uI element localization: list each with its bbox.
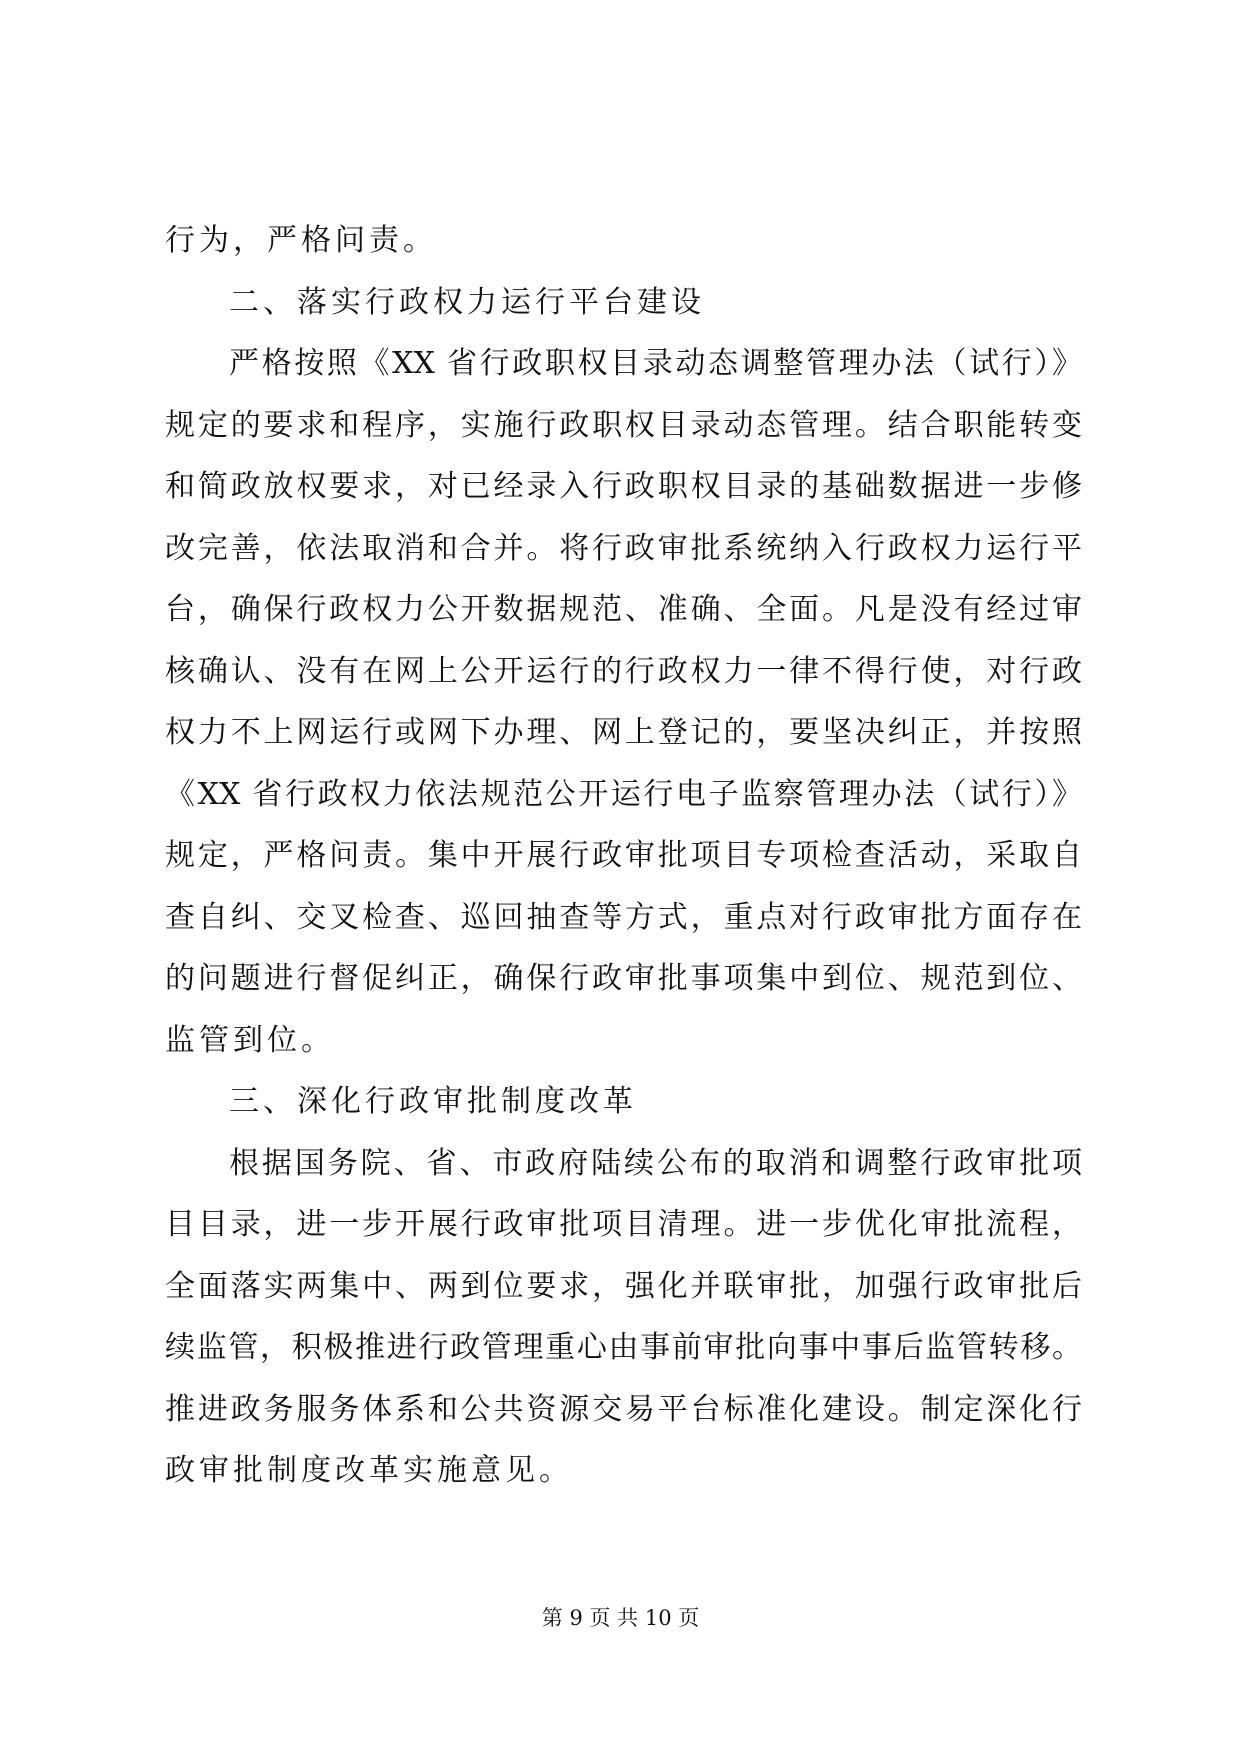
paragraph-line: 和简政放权要求，对已经录入行政职权目录的基础数据进一步修 <box>165 469 1082 504</box>
section-heading: 三、深化行政审批制度改革 <box>229 1084 637 1119</box>
paragraph-line: 《XX 省行政权力依法规范公开运行电子监察管理办法（试行）》 <box>165 776 1082 812</box>
paragraph-line: 查自纠、交叉检查、巡回抽查等方式，重点对行政审批方面存在 <box>165 899 1082 935</box>
document-body <box>165 210 1082 1502</box>
paragraph-line: 续监管，积极推进行政管理重心由事前审批向事中事后监管转移。 <box>165 1330 1082 1365</box>
paragraph-line: 严格按照《XX 省行政职权目录动态调整管理办法（试行）》 <box>229 346 1082 381</box>
page-number-footer: 第 9 页 共 10 页 <box>541 1606 700 1630</box>
section-heading: 二、落实行政权力运行平台建设 <box>229 284 705 320</box>
paragraph-line: 政审批制度改革实施意见。 <box>165 1453 573 1488</box>
paragraph-line: 规定，严格问责。集中开展行政审批项目专项检查活动，采取自 <box>165 838 1082 873</box>
paragraph-line: 改完善，依法取消和合并。将行政审批系统纳入行政权力运行平 <box>165 530 1082 566</box>
paragraph-line: 的问题进行督促纠正，确保行政审批事项集中到位、规范到位、 <box>165 961 1082 996</box>
paragraph-line: 推进政务服务体系和公共资源交易平台标准化建设。制定深化行 <box>165 1391 1082 1427</box>
paragraph-line: 行为，严格问责。 <box>165 223 437 258</box>
paragraph-line: 权力不上网运行或网下办理、网上登记的，要坚决纠正，并按照 <box>165 715 1082 750</box>
paragraph-line: 根据国务院、省、市政府陆续公布的取消和调整行政审批项 <box>229 1145 1082 1181</box>
paragraph-line: 核确认、没有在网上公开运行的行政权力一律不得行使，对行政 <box>165 653 1082 689</box>
paragraph-line: 全面落实两集中、两到位要求，强化并联审批，加强行政审批后 <box>165 1268 1082 1304</box>
paragraph-line: 台，确保行政权力公开数据规范、准确、全面。凡是没有经过审 <box>165 592 1082 627</box>
paragraph-line: 监管到位。 <box>165 1022 335 1058</box>
paragraph-line: 规定的要求和程序，实施行政职权目录动态管理。结合职能转变 <box>165 407 1082 443</box>
paragraph-line: 目目录，进一步开展行政审批项目清理。进一步优化审批流程， <box>165 1207 1082 1242</box>
